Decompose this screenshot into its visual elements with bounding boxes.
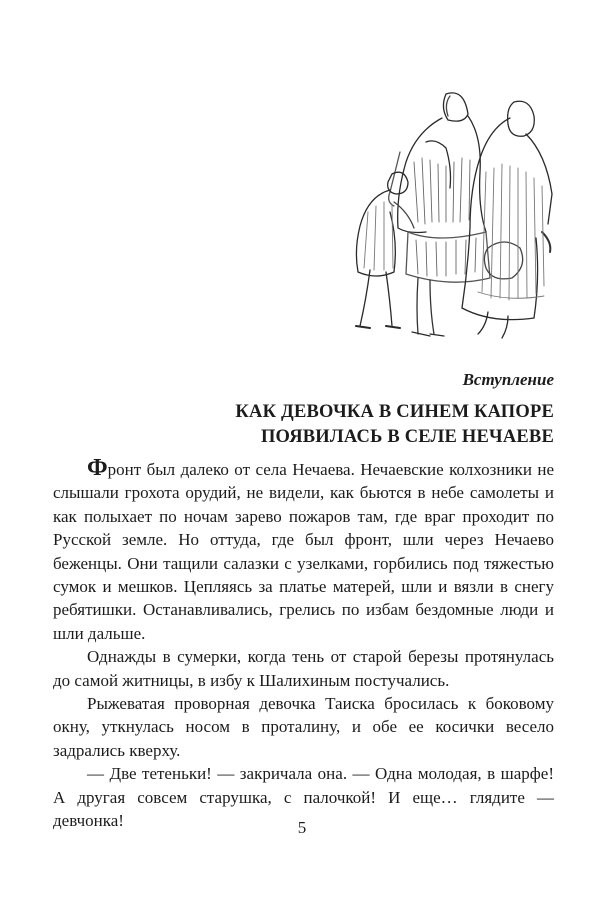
paragraph: Рыжеватая проворная девочка Таиска бросилась к боковому окну, уткнулась носом в проталину, и обе ее косички весело задрались кверху.	[53, 694, 554, 760]
chapter-title-line: ПОЯВИЛАСЬ В СЕЛЕ НЕЧАЕВЕ	[260, 427, 554, 447]
child-figure	[356, 172, 414, 328]
paragraph: — Две тетеньки! — закричала она. — Одна молодая, в шарфе! А другая совсем старушка, с палочкой! И еще… глядите — девчонка!	[53, 764, 554, 831]
chapter-title	[235, 400, 554, 450]
paragraph	[53, 455, 554, 645]
refugees-illustration	[338, 82, 558, 344]
paragraph-text: ронт был далеко от села Нечаева. Нечаевские колхозники не слышали грохота орудий, не видели, как бьются в небе самолеты и как полыхает по ночам зарево пожаров там, где враг проходит по Русской земле. Но оттуда, где был фронт, шли через Нечаево беженцы. Они тащили салазки с узелками, горбились под тяжестью сумок и мешков. Цепляясь за платье матерей, шли и вязли в снегу ребятишки. Останавливались, грелись по избам бездомные люди и шли дальше.	[53, 460, 554, 643]
body-text	[53, 455, 554, 833]
woman-in-shawl-figure	[389, 93, 490, 336]
chapter-title-line: КАК ДЕВОЧКА В СИНЕМ КАПОРЕ	[235, 402, 554, 422]
section-label: Вступление	[462, 370, 554, 389]
paragraph: Однажды в сумерки, когда тень от старой березы протянулась до самой житницы, в избу к Шалихиным постучались.	[53, 647, 554, 690]
drop-cap: Ф	[87, 455, 108, 481]
page-number: 5	[297, 818, 307, 837]
old-woman-figure	[462, 101, 552, 338]
